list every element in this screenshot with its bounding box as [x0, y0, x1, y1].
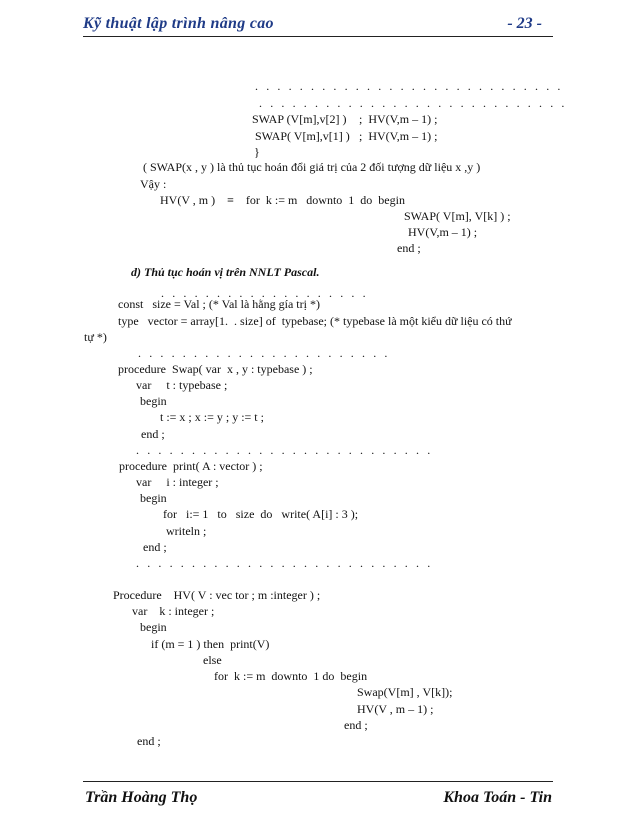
code-line: HV(V , m – 1) ;: [357, 702, 434, 716]
code-line: end ;: [344, 718, 368, 732]
code-line: ; HV(V,m – 1) ;: [359, 112, 438, 126]
code-line: var k : integer ;: [132, 604, 215, 618]
code-line: Swap(V[m] , V[k]);: [357, 685, 453, 699]
code-line: type vector = array[1. . size] of typebase; (* typebase là một kiểu dữ liệu có thứ: [118, 314, 512, 328]
ellipsis-line: . . . . . . . . . . . . . . . . . . . . . . . . . . .: [136, 556, 433, 570]
code-line: var t : typebase ;: [136, 378, 228, 392]
footer-author: Trần Hoàng Thọ: [85, 789, 198, 806]
code-line: procedure print( A : vector ) ;: [119, 459, 263, 473]
ellipsis-line: . . . . . . . . . . . . . . . . . . . . . . .: [138, 346, 390, 360]
code-line: if (m = 1 ) then print(V): [151, 637, 270, 651]
code-line: for k := m downto 1 do begin: [214, 669, 368, 683]
code-line: HV(V , m ) ≡ for k := m downto 1 do begin: [160, 193, 405, 207]
code-line: end ;: [143, 540, 167, 554]
code-line: SWAP (V[m],v[2] ): [252, 112, 347, 126]
code-line: const size = Val ; (* Val là hằng gía trị *): [118, 297, 320, 311]
code-line: begin: [140, 394, 167, 408]
header-title: Kỹ thuật lập trình nâng cao: [83, 15, 274, 32]
code-line: SWAP( V[m],v[1] ): [255, 129, 350, 143]
header-rule: [83, 36, 553, 37]
code-line: for i:= 1 to size do write( A[i] : 3 );: [163, 507, 359, 521]
code-line: end ;: [137, 734, 161, 748]
code-line: var i : integer ;: [136, 475, 219, 489]
code-line: HV(V,m – 1) ;: [408, 225, 478, 239]
code-line: begin: [140, 491, 167, 505]
footer-rule: [83, 781, 553, 782]
section-heading: d) Thủ tục hoán vị trên NNLT Pascal.: [131, 265, 320, 279]
code-line: writeln ;: [166, 524, 207, 538]
paragraph-line: Vậy :: [140, 177, 167, 191]
ellipsis-line: . . . . . . . . . . . . . . . . . . . . . . . . . . .: [136, 443, 433, 457]
ellipsis-line: . . . . . . . . . . . . . . . . . . .: [161, 286, 369, 300]
code-line: }: [254, 145, 260, 159]
code-line: ; HV(V,m – 1) ;: [359, 129, 438, 143]
code-line: end ;: [397, 241, 421, 255]
page-number: - 23 -: [507, 15, 542, 32]
code-line: end ;: [141, 427, 165, 441]
ellipsis-line: . . . . . . . . . . . . . . . . . . . . . . . . . . . .: [255, 79, 563, 93]
code-line: SWAP( V[m], V[k] ) ;: [404, 209, 511, 223]
code-line: Procedure HV( V : vec tor ; m :integer ) ;: [113, 588, 321, 602]
paragraph-line: ( SWAP(x , y ) là thủ tục hoán đổi giá trị của 2 đối tượng dữ liệu x ,y ): [143, 160, 481, 174]
code-line: else: [203, 653, 222, 667]
code-line: tự *): [84, 330, 107, 344]
footer-department: Khoa Toán - Tin: [443, 789, 552, 806]
code-line: procedure Swap( var x , y : typebase ) ;: [118, 362, 313, 376]
code-line: begin: [140, 620, 167, 634]
code-line: t := x ; x := y ; y := t ;: [160, 410, 264, 424]
ellipsis-line: . . . . . . . . . . . . . . . . . . . . . . . . . . . .: [259, 96, 567, 110]
